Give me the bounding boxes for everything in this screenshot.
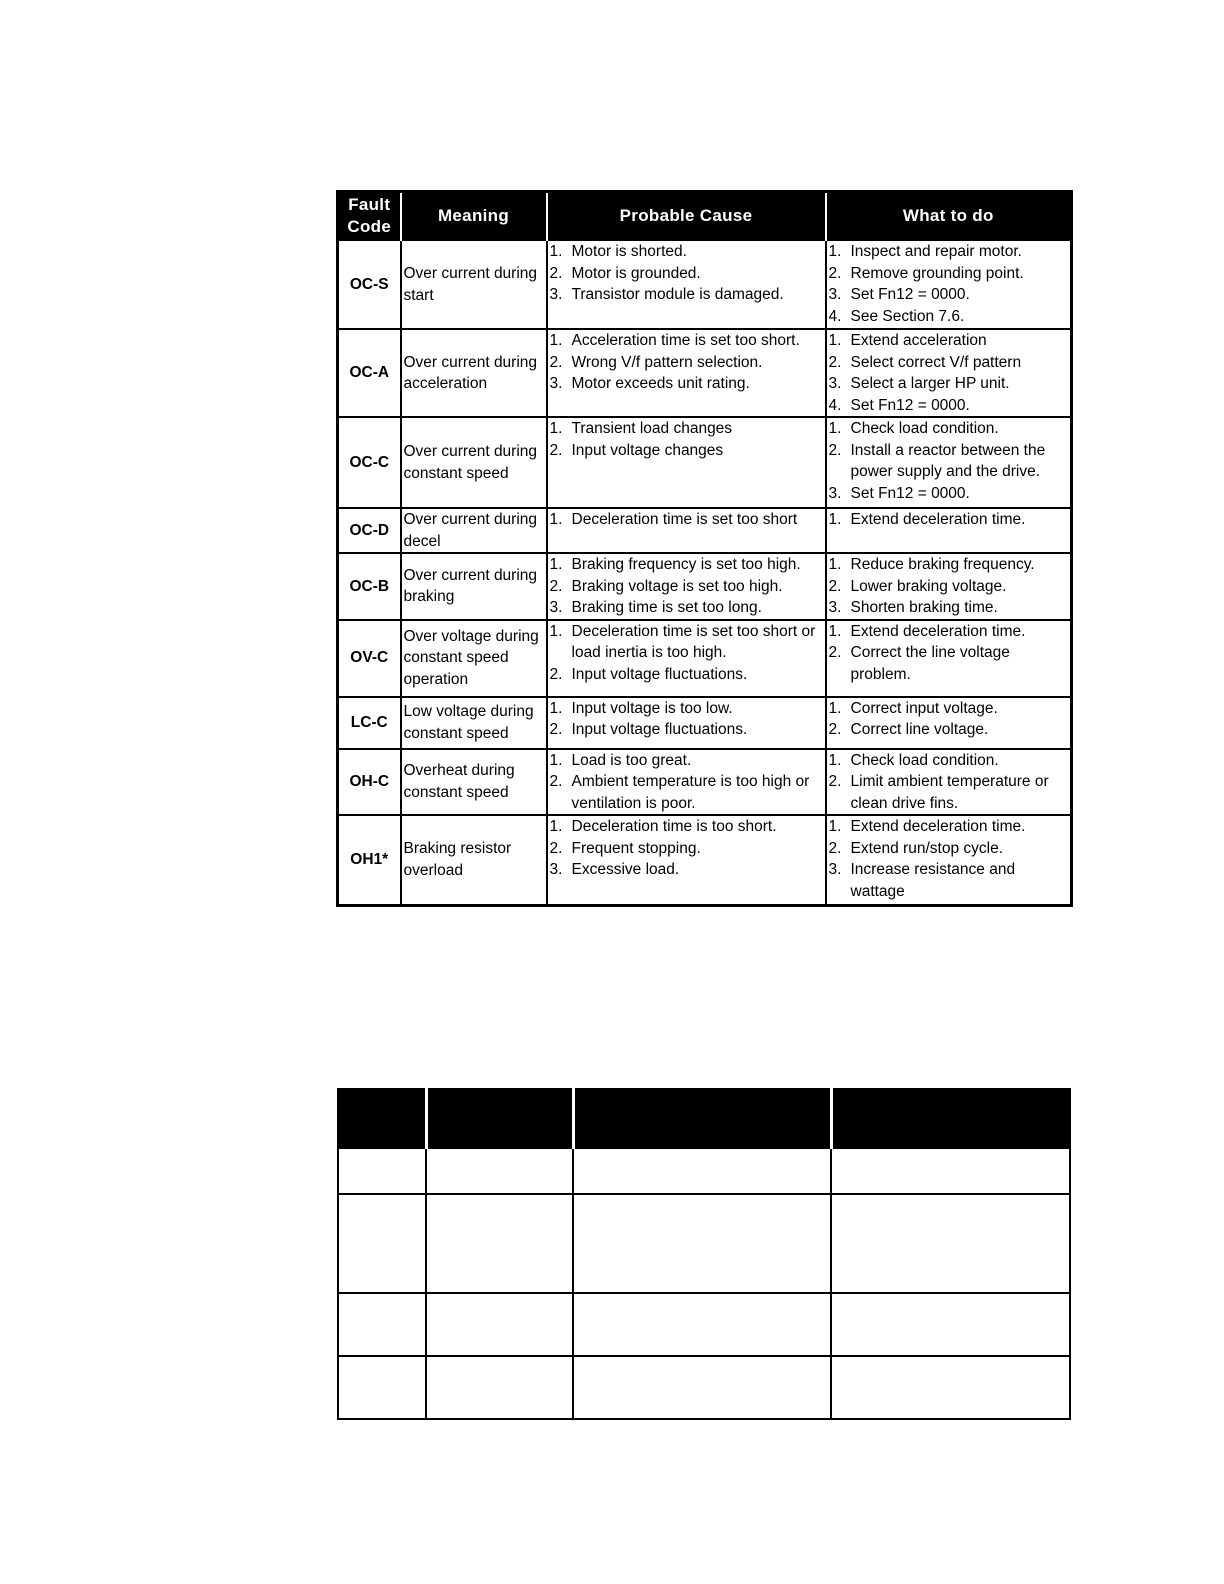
list-number: 1.	[549, 243, 563, 260]
what-to-do-cell	[826, 329, 1072, 417]
fault-code: OV-C	[338, 620, 401, 697]
what-to-do-cell	[826, 749, 1072, 816]
list-number: 1.	[549, 699, 563, 717]
fault-row-ov-c	[338, 620, 1072, 697]
probable-cause-item	[550, 352, 823, 374]
probable-cause-text: Motor is grounded.	[571, 264, 701, 282]
what-to-do-item	[829, 576, 1069, 598]
probable-cause-list	[550, 750, 823, 815]
what-to-do-text: Lower braking voltage.	[850, 577, 1007, 595]
fault-row-oc-a	[338, 329, 1072, 417]
probable-cause-item	[550, 698, 823, 720]
blank-cell	[426, 1293, 573, 1356]
probable-cause-list	[550, 621, 823, 686]
fault-code: LC-C	[338, 697, 401, 749]
probable-cause-text: Input voltage changes	[571, 441, 724, 459]
what-to-do-item	[829, 771, 1069, 814]
fault-meaning: Over current during decel	[401, 508, 547, 553]
list-number: 1.	[549, 818, 563, 835]
probable-cause-list	[550, 241, 823, 306]
probable-cause-text: Acceleration time is set too short.	[571, 332, 800, 349]
list-number: 1.	[828, 243, 842, 260]
fault-code-table	[336, 190, 1073, 907]
probable-cause-item	[550, 816, 823, 838]
probable-cause-cell	[547, 508, 826, 553]
blank-table-row	[338, 1293, 1070, 1356]
what-to-do-item	[829, 509, 1069, 531]
what-to-do-text: Reduce braking frequency.	[850, 556, 1035, 573]
list-number: 1.	[828, 420, 842, 437]
list-number: 1.	[549, 556, 563, 573]
header-what-to-do: What to do	[826, 192, 1072, 241]
list-number: 1.	[549, 511, 563, 528]
probable-cause-text: Ambient temperature is too high or ventilation is poor.	[571, 773, 810, 812]
probable-cause-cell	[547, 553, 826, 620]
list-number: 2.	[828, 441, 842, 459]
what-to-do-text: Increase resistance and wattage	[850, 861, 1016, 900]
probable-cause-item	[550, 859, 823, 881]
probable-cause-text: Excessive load.	[571, 861, 680, 878]
blank-cell	[426, 1356, 573, 1419]
what-to-do-list	[829, 241, 1069, 327]
what-to-do-cell	[826, 620, 1072, 697]
probable-cause-item	[550, 373, 823, 395]
what-to-do-item	[829, 330, 1069, 352]
probable-cause-text: Wrong V/f pattern selection.	[571, 353, 763, 371]
probable-cause-text: Input voltage is too low.	[571, 699, 733, 717]
blank-cell	[426, 1148, 573, 1194]
what-to-do-list	[829, 509, 1069, 531]
blank-header-cell	[426, 1089, 573, 1148]
blank-cell	[338, 1293, 426, 1356]
what-to-do-item	[829, 719, 1069, 741]
list-number: 2.	[549, 721, 563, 738]
list-number: 2.	[828, 264, 842, 282]
what-to-do-list	[829, 816, 1069, 902]
probable-cause-text: Frequent stopping.	[571, 839, 701, 857]
what-to-do-item	[829, 306, 1069, 328]
list-number: 2.	[549, 353, 563, 371]
what-to-do-list	[829, 418, 1069, 504]
blank-cell	[831, 1148, 1070, 1194]
fault-row-oh-c	[338, 749, 1072, 816]
blank-cell	[831, 1356, 1070, 1419]
fault-meaning: Over current during constant speed	[401, 417, 547, 508]
list-number: 1.	[828, 751, 842, 769]
probable-cause-item	[550, 330, 823, 352]
fault-row-oc-d	[338, 508, 1072, 553]
probable-cause-item	[550, 418, 823, 440]
fault-table-header-row	[338, 192, 1072, 241]
probable-cause-item	[550, 838, 823, 860]
probable-cause-text: Braking time is set too long.	[571, 599, 762, 616]
what-to-do-text: Extend deceleration time.	[850, 622, 1026, 640]
probable-cause-list	[550, 330, 823, 395]
blank-table-row	[338, 1148, 1070, 1194]
probable-cause-list	[550, 554, 823, 619]
probable-cause-text: Motor exceeds unit rating.	[571, 375, 750, 392]
list-number: 1.	[828, 622, 842, 640]
blank-table-header-row	[338, 1089, 1070, 1148]
list-number: 1.	[828, 556, 842, 573]
probable-cause-item	[550, 597, 823, 619]
list-number: 3.	[828, 286, 842, 303]
what-to-do-list	[829, 750, 1069, 815]
what-to-do-item	[829, 284, 1069, 306]
what-to-do-text: Correct line voltage.	[850, 721, 989, 738]
list-number: 1.	[549, 420, 563, 437]
what-to-do-item	[829, 241, 1069, 263]
what-to-do-item	[829, 597, 1069, 619]
what-to-do-text: Correct the line voltage problem.	[850, 644, 1010, 683]
probable-cause-text: Braking voltage is set too high.	[571, 577, 783, 595]
probable-cause-item	[550, 263, 823, 285]
what-to-do-text: See Section 7.6.	[850, 307, 965, 325]
blank-cell	[573, 1356, 831, 1419]
fault-row-oh1	[338, 815, 1072, 905]
probable-cause-cell	[547, 815, 826, 905]
list-number: 3.	[828, 861, 842, 878]
blank-header-cell	[338, 1089, 426, 1148]
what-to-do-text: Install a reactor between the power supply and the drive.	[850, 441, 1046, 480]
probable-cause-item	[550, 621, 823, 664]
what-to-do-item	[829, 642, 1069, 685]
what-to-do-text: Extend run/stop cycle.	[850, 839, 1003, 857]
what-to-do-text: Remove grounding point.	[850, 264, 1024, 282]
what-to-do-item	[829, 352, 1069, 374]
probable-cause-list	[550, 418, 823, 461]
list-number: 1.	[828, 511, 842, 528]
fault-meaning: Over current during acceleration	[401, 329, 547, 417]
fault-meaning: Over current during braking	[401, 553, 547, 620]
blank-table	[337, 1088, 1071, 1420]
what-to-do-text: Set Fn12 = 0000.	[850, 484, 970, 502]
probable-cause-item	[550, 509, 823, 531]
fault-row-oc-b	[338, 553, 1072, 620]
probable-cause-text: Braking frequency is set too high.	[571, 556, 801, 573]
list-number: 3.	[549, 375, 563, 392]
blank-cell	[573, 1293, 831, 1356]
probable-cause-cell	[547, 329, 826, 417]
fault-code: OC-B	[338, 553, 401, 620]
blank-header-cell	[573, 1089, 831, 1148]
probable-cause-item	[550, 241, 823, 263]
fault-code: OC-C	[338, 417, 401, 508]
probable-cause-text: Input voltage fluctuations.	[571, 721, 748, 738]
list-number: 1.	[549, 332, 563, 349]
probable-cause-text: Transient load changes	[571, 420, 733, 437]
what-to-do-cell	[826, 240, 1072, 329]
fault-row-lc-c	[338, 697, 1072, 749]
list-number: 1.	[828, 818, 842, 835]
fault-code: OC-S	[338, 240, 401, 329]
blank-cell	[573, 1148, 831, 1194]
list-number: 2.	[828, 721, 842, 738]
what-to-do-text: Extend deceleration time.	[850, 818, 1026, 835]
list-number: 3.	[549, 286, 563, 303]
what-to-do-text: Check load condition.	[850, 420, 999, 437]
what-to-do-cell	[826, 815, 1072, 905]
header-fault-code: Fault Code	[338, 192, 401, 241]
probable-cause-item	[550, 440, 823, 462]
probable-cause-item	[550, 664, 823, 686]
blank-cell	[426, 1194, 573, 1293]
list-number: 2.	[549, 441, 563, 459]
list-number: 1.	[549, 751, 563, 769]
fault-meaning: Low voltage during constant speed	[401, 697, 547, 749]
probable-cause-cell	[547, 417, 826, 508]
list-number: 1.	[828, 332, 842, 349]
what-to-do-text: Extend deceleration time.	[850, 511, 1026, 528]
probable-cause-cell	[547, 240, 826, 329]
probable-cause-item	[550, 284, 823, 306]
what-to-do-cell	[826, 417, 1072, 508]
list-number: 2.	[828, 773, 842, 790]
what-to-do-cell	[826, 553, 1072, 620]
probable-cause-text: Motor is shorted.	[571, 243, 687, 260]
list-number: 2.	[828, 644, 842, 661]
fault-code: OC-A	[338, 329, 401, 417]
fault-meaning: Braking resistor overload	[401, 815, 547, 905]
what-to-do-list	[829, 330, 1069, 416]
fault-row-oc-c	[338, 417, 1072, 508]
blank-cell	[573, 1194, 831, 1293]
fault-code: OC-D	[338, 508, 401, 553]
list-number: 3.	[549, 861, 563, 878]
probable-cause-list	[550, 698, 823, 741]
header-probable-cause: Probable Cause	[547, 192, 826, 241]
what-to-do-item	[829, 418, 1069, 440]
what-to-do-cell	[826, 508, 1072, 553]
what-to-do-item	[829, 554, 1069, 576]
what-to-do-item	[829, 263, 1069, 285]
blank-cell	[338, 1356, 426, 1419]
what-to-do-text: Shorten braking time.	[850, 599, 998, 616]
what-to-do-item	[829, 816, 1069, 838]
what-to-do-text: Select correct V/f pattern	[850, 353, 1022, 371]
probable-cause-item	[550, 771, 823, 814]
blank-cell	[831, 1194, 1070, 1293]
what-to-do-item	[829, 859, 1069, 902]
probable-cause-text: Load is too great.	[571, 751, 692, 769]
what-to-do-item	[829, 750, 1069, 772]
what-to-do-text: Inspect and repair motor.	[850, 243, 1022, 260]
what-to-do-text: Select a larger HP unit.	[850, 375, 1010, 392]
fault-row-oc-s	[338, 240, 1072, 329]
blank-cell	[338, 1148, 426, 1194]
what-to-do-text: Extend acceleration	[850, 332, 987, 349]
fault-meaning: Overheat during constant speed	[401, 749, 547, 816]
list-number: 4.	[828, 396, 842, 414]
what-to-do-text: Set Fn12 = 0000.	[850, 286, 970, 303]
fault-meaning: Over current during start	[401, 240, 547, 329]
list-number: 2.	[549, 773, 563, 790]
what-to-do-cell	[826, 697, 1072, 749]
fault-code: OH1*	[338, 815, 401, 905]
blank-table-row	[338, 1356, 1070, 1419]
what-to-do-text: Limit ambient temperature or clean drive fins.	[850, 773, 1049, 812]
list-number: 1.	[828, 699, 842, 717]
probable-cause-item	[550, 576, 823, 598]
fault-code: OH-C	[338, 749, 401, 816]
what-to-do-item	[829, 838, 1069, 860]
what-to-do-item	[829, 483, 1069, 505]
probable-cause-list	[550, 509, 823, 531]
probable-cause-list	[550, 816, 823, 881]
probable-cause-text: Deceleration time is too short.	[571, 818, 777, 835]
list-number: 2.	[828, 577, 842, 595]
probable-cause-cell	[547, 749, 826, 816]
list-number: 2.	[549, 264, 563, 282]
what-to-do-item	[829, 440, 1069, 483]
what-to-do-text: Set Fn12 = 0000.	[850, 396, 970, 414]
blank-cell	[831, 1293, 1070, 1356]
list-number: 3.	[828, 599, 842, 616]
list-number: 3.	[828, 484, 842, 502]
what-to-do-item	[829, 373, 1069, 395]
what-to-do-list	[829, 554, 1069, 619]
list-number: 2.	[828, 353, 842, 371]
list-number: 4.	[828, 307, 842, 325]
probable-cause-text: Deceleration time is set too short or load inertia is too high.	[571, 622, 816, 661]
blank-header-cell	[831, 1089, 1070, 1148]
blank-cell	[338, 1194, 426, 1293]
list-number: 3.	[828, 375, 842, 392]
what-to-do-text: Correct input voltage.	[850, 699, 998, 717]
list-number: 2.	[549, 577, 563, 595]
what-to-do-text: Check load condition.	[850, 751, 999, 769]
probable-cause-cell	[547, 620, 826, 697]
probable-cause-item	[550, 750, 823, 772]
header-meaning: Meaning	[401, 192, 547, 241]
probable-cause-text: Transistor module is damaged.	[571, 286, 784, 303]
probable-cause-cell	[547, 697, 826, 749]
list-number: 2.	[828, 839, 842, 857]
blank-table-row	[338, 1194, 1070, 1293]
list-number: 2.	[549, 665, 563, 683]
probable-cause-text: Deceleration time is set too short	[571, 511, 798, 528]
probable-cause-item	[550, 719, 823, 741]
list-number: 2.	[549, 839, 563, 857]
fault-table-body	[338, 240, 1072, 905]
what-to-do-item	[829, 621, 1069, 643]
probable-cause-item	[550, 554, 823, 576]
list-number: 1.	[549, 622, 563, 640]
fault-meaning: Over voltage during constant speed operation	[401, 620, 547, 697]
what-to-do-item	[829, 698, 1069, 720]
what-to-do-item	[829, 395, 1069, 417]
probable-cause-text: Input voltage fluctuations.	[571, 665, 748, 683]
list-number: 3.	[549, 599, 563, 616]
what-to-do-list	[829, 621, 1069, 686]
what-to-do-list	[829, 698, 1069, 741]
